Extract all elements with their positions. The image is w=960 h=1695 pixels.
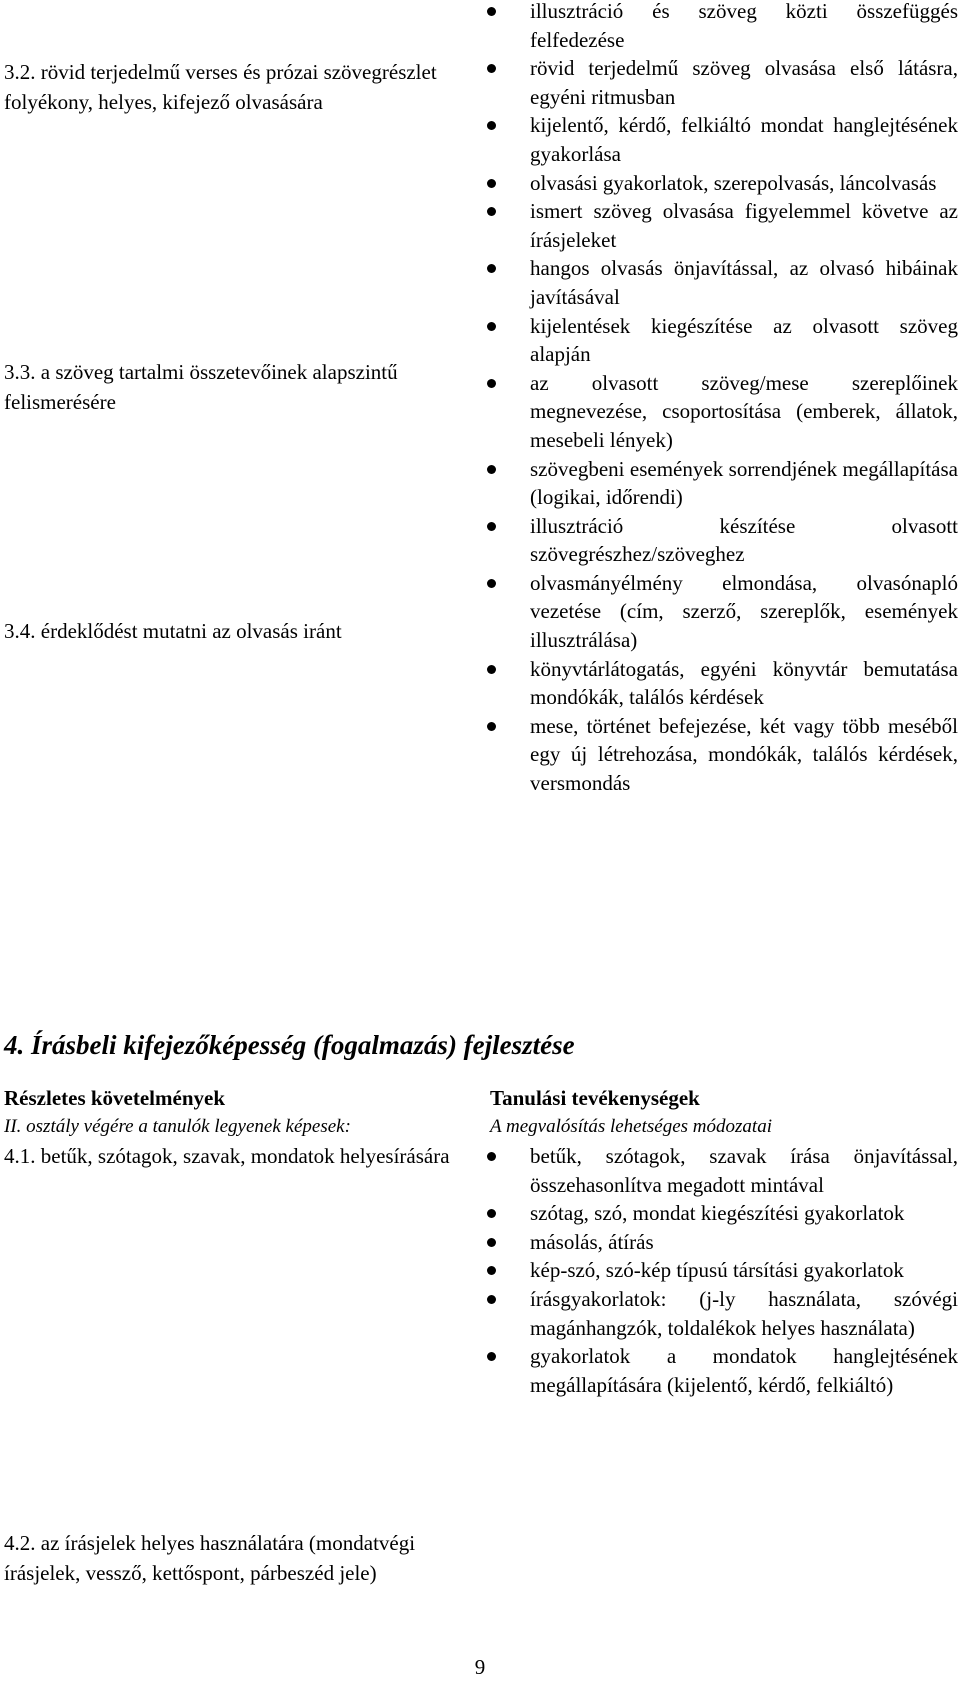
requirements-header: Részletes követelmények [4, 1086, 226, 1110]
bullet-icon [487, 522, 496, 531]
list-item: olvasmányélmény elmondása, olvasónapló vezetése (cím, szerző, szereplők, események illusztrálása) [480, 569, 958, 655]
list-item: olvasási gyakorlatok, szerepolvasás, láncolvasás [480, 169, 958, 198]
activity-list-section4 [480, 1142, 958, 1399]
list-item: ismert szöveg olvasása figyelemmel követve az írásjeleket [480, 197, 958, 254]
section-title: 4. Írásbeli kifejezőképesség (fogalmazás) fejlesztése [4, 1030, 575, 1060]
bullet-icon [487, 379, 496, 388]
bullet-icon [487, 121, 496, 130]
list-item: írásgyakorlatok: (j-ly használata, szóvégi magánhangzók, toldalékok helyes használata) [480, 1285, 958, 1342]
activities-subheader: A megvalósítás lehetséges módozatai [490, 1116, 772, 1137]
list-item: betűk, szótagok, szavak írása önjavítással, összehasonlítva megadott mintával [480, 1142, 958, 1199]
requirements-subheader: II. osztály végére a tanulók legyenek képesek: [4, 1116, 351, 1137]
bullet-icon [487, 1295, 496, 1304]
activity-list-section3 [480, 0, 958, 798]
bullet-icon [487, 207, 496, 216]
bullet-icon [487, 1152, 496, 1161]
list-item: mese, történet befejezése, két vagy több meséből egy új létrehozása, mondókák, találós kérdések, versmondás [480, 712, 958, 798]
bullet-icon [487, 64, 496, 73]
list-item: könyvtárlátogatás, egyéni könyvtár bemutatása mondókák, találós kérdések [480, 655, 958, 712]
bullet-icon [487, 465, 496, 474]
list-item: másolás, átírás [480, 1228, 958, 1257]
bullet-icon [487, 579, 496, 588]
list-item: kijelentő, kérdő, felkiáltó mondat hanglejtésének gyakorlása [480, 111, 958, 168]
bullet-icon [487, 1352, 496, 1361]
bullet-icon [487, 264, 496, 273]
bullet-icon [487, 722, 496, 731]
bullet-icon [487, 322, 496, 331]
list-item: kijelentések kiegészítése az olvasott szöveg alapján [480, 312, 958, 369]
requirement-3-4: 3.4. érdeklődést mutatni az olvasás iránt [4, 619, 342, 643]
bullet-icon [487, 665, 496, 674]
requirement-3-3: 3.3. a szöveg tartalmi összetevőinek alapszintű felismerésére [4, 360, 398, 414]
list-item: kép-szó, szó-kép típusú társítási gyakorlatok [480, 1256, 958, 1285]
list-item: hangos olvasás önjavítással, az olvasó hibáinak javításával [480, 254, 958, 311]
list-item: gyakorlatok a mondatok hanglejtésének megállapítására (kijelentő, kérdő, felkiáltó) [480, 1342, 958, 1399]
bullet-icon [487, 7, 496, 16]
list-item: szótag, szó, mondat kiegészítési gyakorlatok [480, 1199, 958, 1228]
list-item: az olvasott szöveg/mese szereplőinek megnevezése, csoportosítása (emberek, állatok, mesebeli lények) [480, 369, 958, 455]
list-item: illusztráció készítése olvasott szövegrészhez/szöveghez [480, 512, 958, 569]
bullet-icon [487, 1209, 496, 1218]
list-item: rövid terjedelmű szöveg olvasása első látásra, egyéni ritmusban [480, 54, 958, 111]
bullet-icon [487, 1238, 496, 1247]
activities-header: Tanulási tevékenységek [490, 1086, 700, 1110]
bullet-icon [487, 1266, 496, 1275]
requirement-3-2: 3.2. rövid terjedelmű verses és prózai szövegrészlet folyékony, helyes, kifejező olvasására [4, 60, 437, 114]
requirement-4-2: 4.2. az írásjelek helyes használatára (mondatvégi írásjelek, vessző, kettőspont, párbeszéd jele) [4, 1531, 416, 1585]
list-item: szövegbeni események sorrendjének megállapítása (logikai, időrendi) [480, 455, 958, 512]
bullet-icon [487, 179, 496, 188]
list-item: illusztráció és szöveg közti összefüggés felfedezése [480, 0, 958, 54]
requirement-4-1: 4.1. betűk, szótagok, szavak, mondatok helyesírására [4, 1144, 450, 1168]
page-number: 9 [474, 1655, 486, 1679]
